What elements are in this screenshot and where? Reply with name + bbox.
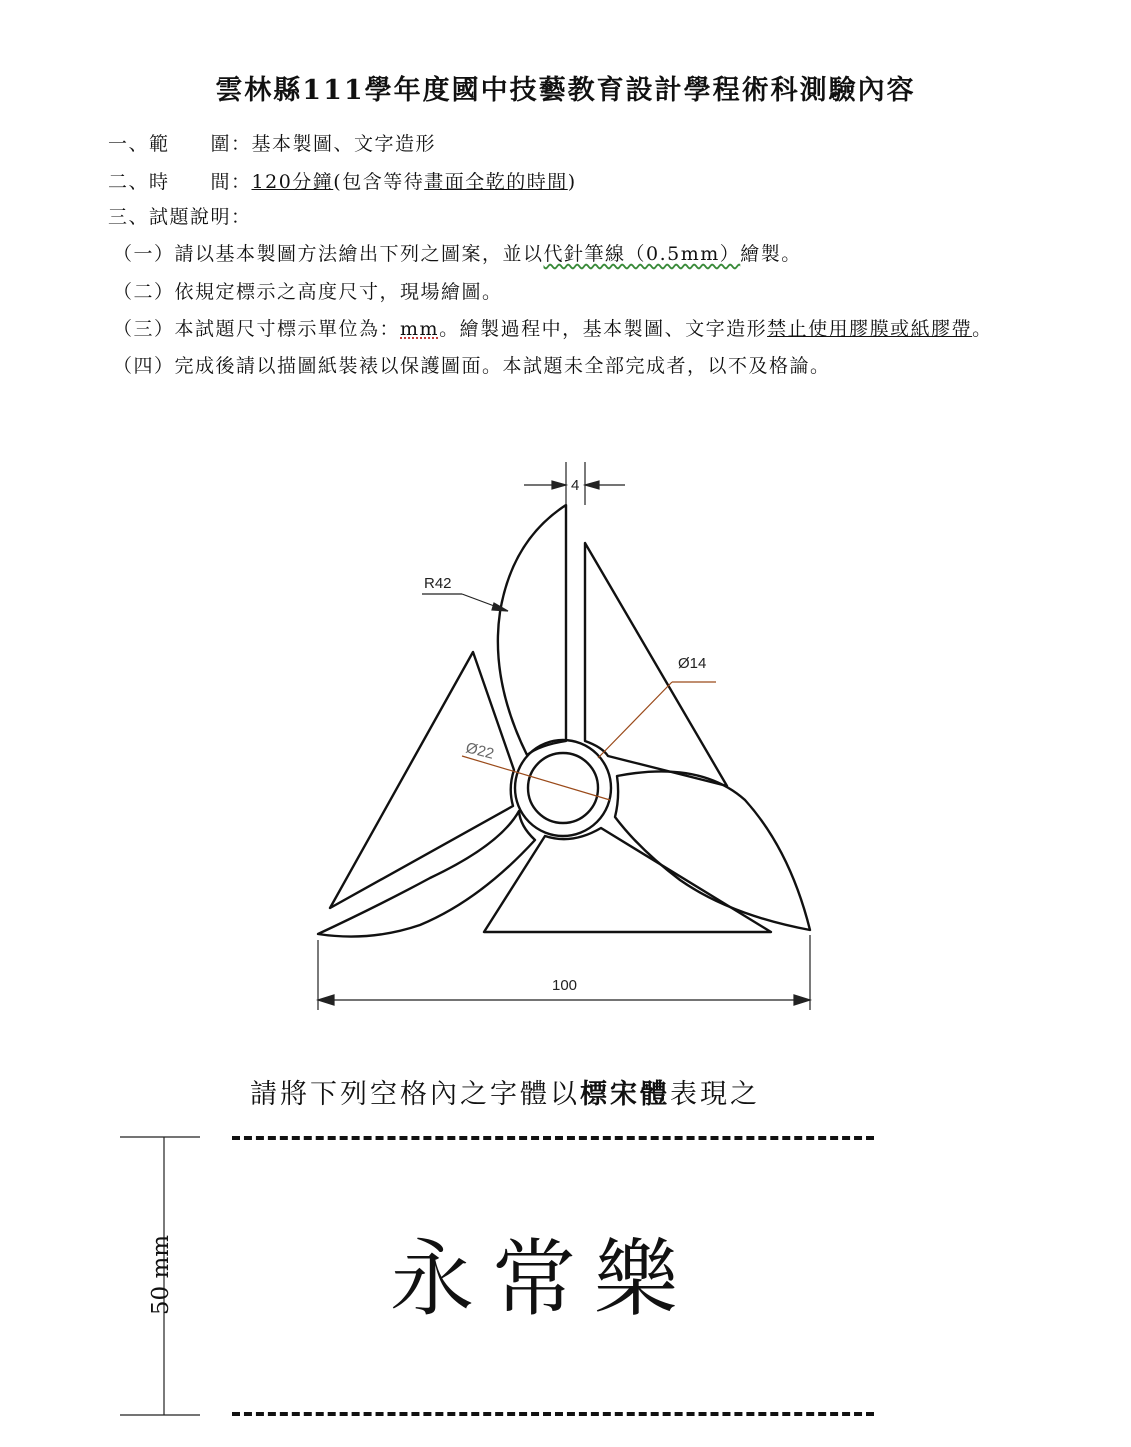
bottom-guide-line <box>232 1412 874 1416</box>
item-1-text: （一）請以基本製圖方法繪出下列之圖案，並以 <box>113 243 544 265</box>
right-blade <box>615 771 810 930</box>
left-triangle <box>330 652 514 908</box>
dim-width-label: 100 <box>552 977 578 994</box>
time-value: 120分鐘 <box>251 171 334 193</box>
dim-small-circle-label: Ø14 <box>678 655 707 672</box>
height-dimension-label: 50 mm <box>148 1234 175 1316</box>
time-note-close: ) <box>567 171 577 193</box>
time-label: 二、時 間： <box>108 171 252 193</box>
page-title: 雲林縣111學年度國中技藝教育設計學程術科測驗內容 <box>215 75 916 106</box>
top-guide-line <box>232 1136 874 1140</box>
item-3-prohibit: 禁止使用膠膜或紙膠帶 <box>767 318 973 340</box>
item-3-mid: 。繪製過程中，基本製圖、文字造形 <box>439 318 768 340</box>
instruction-font-name: 標宋體 <box>580 1079 670 1110</box>
lettering-instruction <box>250 1072 760 1111</box>
dim-big-circle-label: Ø22 <box>464 739 496 763</box>
instruction-text-a: 請將下列空格內之字體以 <box>250 1079 580 1110</box>
top-blade <box>498 505 566 755</box>
time-note: 畫面全乾的時間 <box>424 171 568 193</box>
item-2-text: （二）依規定標示之高度尺寸，現場繪圖。 <box>113 281 503 303</box>
dim-gap-label: 4 <box>571 477 580 494</box>
inner-hub-circle <box>528 753 598 823</box>
dim-radius-label: R42 <box>424 575 452 592</box>
item-3-unit: mm <box>400 318 440 340</box>
item-3-end: 。 <box>972 318 993 340</box>
item-1-pen: 代針筆線（0.5mm） <box>543 243 741 265</box>
scope-label: 一、範 圍： <box>108 133 252 155</box>
time-note-open: (包含等待 <box>333 171 425 193</box>
item-1-end: 繪製。 <box>740 243 802 265</box>
instruction-text-c: 表現之 <box>670 1079 760 1110</box>
outer-hub-circle <box>515 740 611 836</box>
item-3-text: （三）本試題尺寸標示單位為： <box>113 318 401 340</box>
left-blade <box>318 811 535 937</box>
description-label: 三、試題說明： <box>108 206 252 228</box>
item-4-text: （四）完成後請以描圖紙裝裱以保護圖面。本試題未全部完成者，以不及格論。 <box>113 355 831 377</box>
scope-value: 基本製圖、文字造形 <box>251 133 437 155</box>
bottom-triangle <box>484 828 771 932</box>
lettering-characters: 永常樂 <box>390 1230 697 1328</box>
